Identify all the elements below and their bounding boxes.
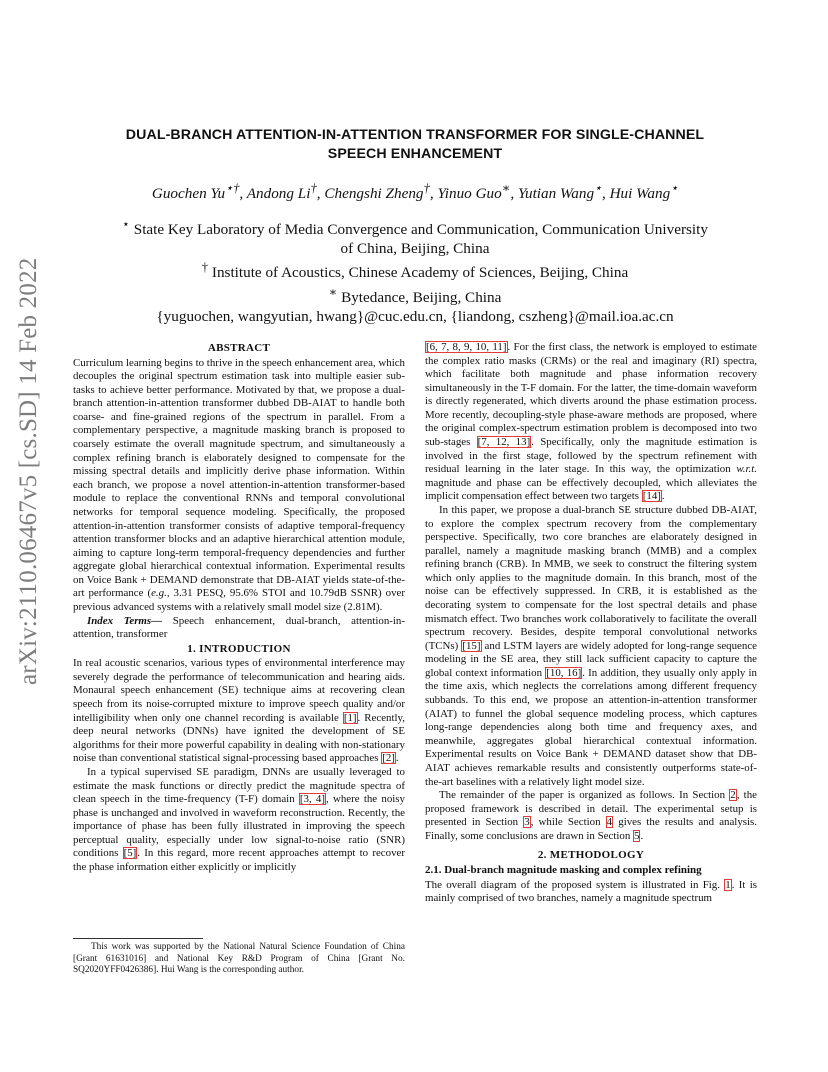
affiliation-mark: † (201, 260, 209, 275)
citation-link[interactable]: [14] (642, 490, 661, 503)
citation-link[interactable]: [3, 4] (299, 793, 326, 806)
author-mark: ⋆ (670, 181, 679, 195)
citation-link[interactable]: [5] (123, 847, 137, 860)
affiliation-mark: ⋆ (122, 217, 130, 231)
intro-paragraph-1: In real acoustic scenarios, various types of environmental interference may severely degrade the performance of telecommunication and hearing aids. Monaural speech enhancement (SE) technique aims at recovering clean speech from its noise-corrupted mixture to improve speech quality and/or intelligibility when only one channel recording is available [1]. Recently, deep neural networks (DNNs) have ignited the development of SE algorithms for their more powerful capability in dealing with non-stationary noise than conventional statistical signal-processing based approaches [2]. (73, 657, 405, 765)
author-mark: ⋆† (225, 181, 240, 195)
title-line: SPEECH ENHANCEMENT (327, 145, 503, 162)
abstract-text: Curriculum learning begins to thrive in the speech enhancement area, which decouples the original spectrum estimation task into multiple easier sub-tasks to achieve better performance. Motivated by that, we propose a dual-branch attention-in-attention transformer dubbed DB-AIAT to handle both coarse- and fine-grained regions of the spectrum in parallel. From a complementary perspective, a magnitude masking branch is proposed to coarsely estimate the overall magnitude spectrum, and simultaneously a complex refining branch is elaborately designed to compensate for the missing spectral details and implicitly derive phase information. Within each branch, we propose a novel attention-in-attention transformer-based module to replace the conventional RNNs and temporal convolutional networks for temporal sequence modeling. Specifically, the proposed attention-in-attention transformer consists of adaptive temporal-frequency attention transformer blocks and an adaptive hierarchical attention module, aiming to capture long-term temporal-frequency dependencies and further aggregate global hierarchical contextual information. Experimental results on Voice Bank + DEMAND demonstrate that DB-AIAT yields state-of-the-art performance (e.g., 3.31 PESQ, 95.6% STOI and 10.79dB SSNR) over previous advanced systems with a relatively small model size (2.81M). (73, 356, 405, 613)
affiliation-line (70, 258, 760, 283)
citation-link[interactable]: [2] (382, 752, 395, 765)
affiliation-line (70, 283, 760, 308)
section-ref-link[interactable]: 5 (634, 829, 640, 842)
affiliation-text: Bytedance, Beijing, China (341, 288, 502, 306)
author-name: Yutian Wang (517, 185, 595, 203)
citation-link[interactable]: [6, 7, 8, 9, 10, 11] (426, 341, 507, 353)
section-ref-link[interactable]: 4 (606, 816, 613, 829)
affiliation-text: Institute of Acoustics, Chinese Academy of Sciences, Beijing, China (211, 264, 629, 282)
left-column (73, 341, 405, 875)
author-name: Hui Wang (609, 185, 671, 203)
intro-paragraph-4: The remainder of the paper is organized as follows. In Section 2, the proposed framework is described in detail. The experimental setup is presented in Section 3, while Section 4 gives the results and analysis. Finally, some conclusions are drawn in Section 5. (425, 789, 758, 842)
right-column (425, 341, 757, 906)
methodology-heading: 2. METHODOLOGY (537, 849, 645, 862)
citation-link[interactable]: [1] (343, 711, 357, 724)
author-mark: ⋆ (594, 181, 602, 195)
footnote-rule (73, 938, 203, 939)
intro-paragraph-2-continued: [6, 7, 8, 9, 10, 11]. For the first class, the network is employed to estimate the complex ratio masks (CRMs) or the real and imaginary (RI) spectra, which facilitate both magnitude and phase information recovery simultaneously in the T-F domain. For the latter, the time-domain waveform is directly regenerated, which diverts around the phase estimation process. More recently, decoupling-style phase-aware methods are proposed, where the original complex-spectrum estimation problem is decomposed into two sub-stages [7, 12, 13]. Specifically, only the magnitude estimation is involved in the first stage, followed by the spectrum refinement with residual learning in the later stage. In this way, the optimization w.r.t. magnitude and phase can be effectively decoupled, which alleviates the implicit compensation effect between two targets [14]. (425, 341, 758, 503)
citation-link[interactable]: [7, 12, 13] (477, 436, 531, 449)
affiliation-mark: ∗ (328, 284, 338, 299)
affiliation-line (70, 215, 760, 240)
author-name: Andong Li (246, 185, 311, 203)
figure-ref-link[interactable]: 1 (725, 878, 731, 891)
section-ref-link[interactable]: 2 (730, 789, 736, 802)
index-terms: Index Terms— Speech enhancement, dual-branch, attention-in-attention, transformer (73, 614, 405, 641)
author-mark: † (310, 181, 317, 195)
author-name: Chengshi Zheng (324, 185, 424, 203)
author-mark: † (423, 181, 430, 195)
title-line: DUAL-BRANCH ATTENTION-IN-ATTENTION TRANSFORMER FOR SINGLE-CHANNEL (125, 127, 705, 143)
arxiv-identifier-stamp: arXiv:2110.06467v5 [cs.SD] 14 Feb 2022 (15, 257, 42, 685)
affiliation-line: of China, Beijing, China (340, 239, 490, 257)
author-name: Yinuo Guo (437, 185, 502, 203)
intro-paragraph-2: In a typical supervised SE paradigm, DNNs are usually leveraged to estimate the mask functions or directly predict the magnitude spectra of clean speech in the time-frequency (T-F) domain [3, 4], where the noisy phase is unchanged and involved in waveform reconstruction. Recently, the importance of phase has been fully illustrated in improving the speech perceptual quality, especially under low signal-to-noise ratio (SNR) conditions [5]. In this regard, more recent approaches attempt to recover the phase information either explicitly or implicitly (73, 765, 405, 873)
section-ref-link[interactable]: 3 (524, 816, 530, 829)
author-mark: ∗ (501, 181, 511, 195)
author-list: Guochen Yu⋆†, Andong Li†, Chengshi Zheng†, Yinuo Guo∗, Yutian Wang⋆, Hui Wang⋆ (151, 181, 679, 203)
introduction-heading: 1. INTRODUCTION (187, 642, 291, 655)
paper-title (70, 126, 760, 163)
subsection-heading: 2.1. Dual-branch magnitude masking and complex refining (425, 863, 702, 876)
abstract-heading: ABSTRACT (207, 342, 271, 354)
intro-paragraph-3: In this paper, we propose a dual-branch SE structure dubbed DB-AIAT, to explore the complex spectrum recovery from the complementary perspective. Specifically, two core branches are elaborately designed in parallel, namely a magnitude masking branch (MMB) and a complex refining branch (CRB). In MMB, we seek to construct the filtering system which only applies to the magnitude domain. In this branch, most of the noise can be effectively suppressed. In CRB, it is established as the decorating system to compensate for the lost spectral details and phase mismatch effect. Two branches work collaboratively to facilitate the overall spectrum recovery. Besides, despite temporal convolutional networks (TCNs) [15] and LSTM layers are widely adopted for long-range sequence modeling in the SE area, they still lack sufficient capacity to capture the global context information [10, 16]. In addition, they usually only apply in the time axis, which neglects the correlations among different frequency subbands. To this end, we propose an attention-in-attention transformer (AIAT) to funnel the global sequence modeling process, which captures long-range dependencies along both time and frequency axes, and meanwhile, aggregates global hierarchical contextual information. Experimental results on Voice Bank + DEMAND dataset show that DB-AIAT achieves remarkable results and consistently outperforms state-of-the-art baselines with a relatively light model size. (425, 503, 758, 788)
author-name: Guochen Yu (151, 185, 226, 203)
citation-link[interactable]: [10, 16] (546, 666, 582, 679)
funding-footnote: This work was supported by the National Natural Science Foundation of China [Grant 61631016] and National Key R&D Program of China [Grant No. SQ2020YFF0426386]. Hui Wang is the corresponding author. (73, 942, 405, 976)
methodology-paragraph-1: The overall diagram of the proposed system is illustrated in Fig. 1. It is mainly comprised of two branches, namely a magnitude spectrum (425, 878, 757, 905)
affiliation-text: State Key Laboratory of Media Convergence and Communication, Communication University (133, 221, 708, 239)
citation-link[interactable]: [15] (462, 639, 481, 652)
author-emails: {yuguochen, wangyutian, hwang}@cuc.edu.cn, {liandong, cszheng}@mail.ioa.ac.cn (156, 307, 674, 325)
affiliation-block (70, 215, 760, 326)
